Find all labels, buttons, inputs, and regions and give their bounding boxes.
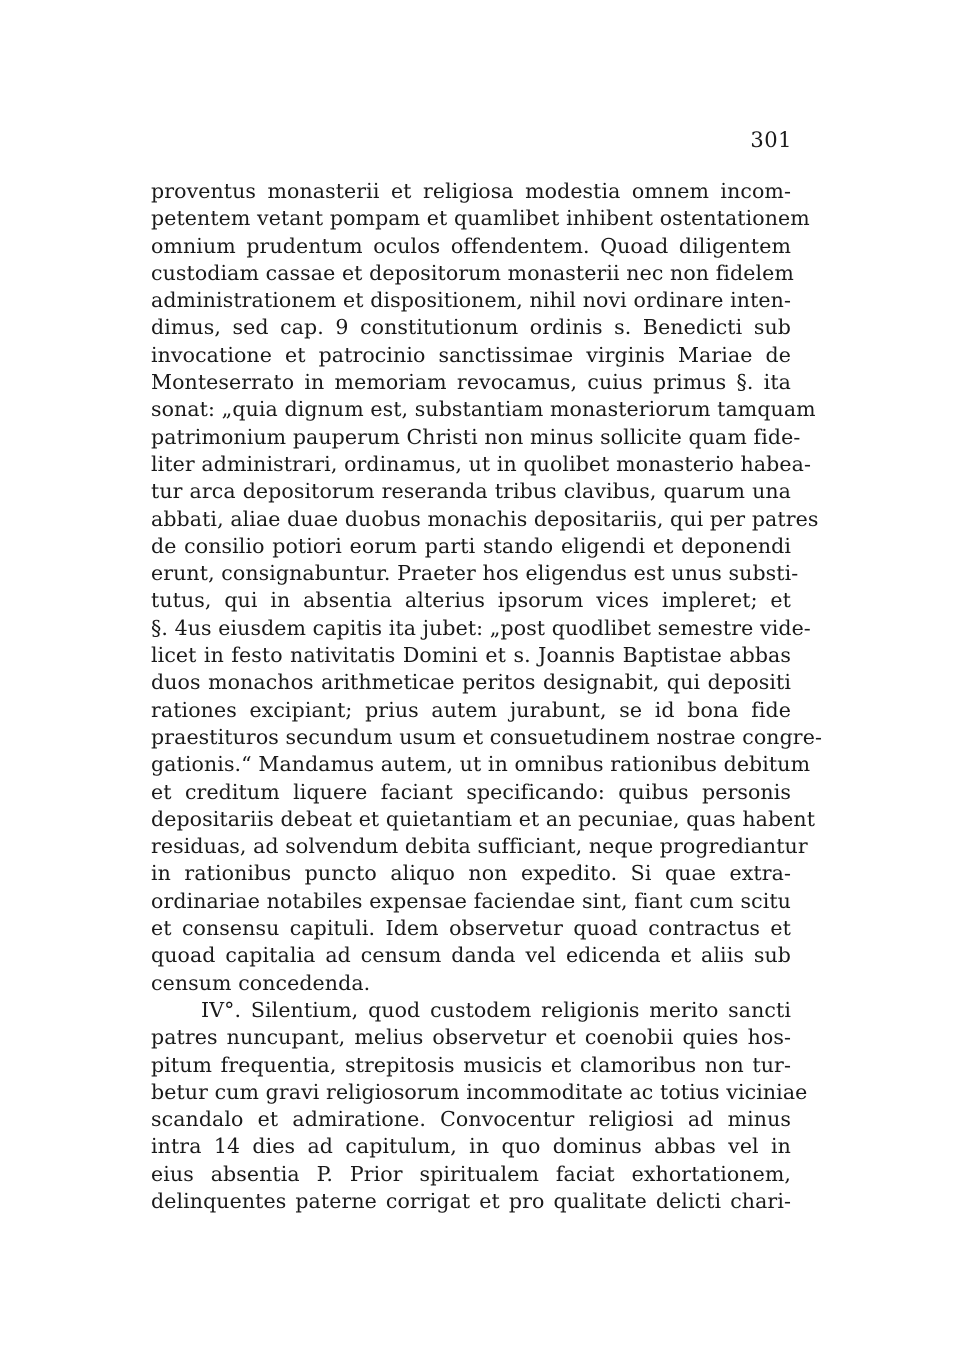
text-line: custodiam cassae et depositorum monasterii nec non fidelem	[151, 260, 794, 285]
text-line: invocatione et patrocinio sanctissimae virginis Mariae de	[151, 342, 791, 367]
text-line: pitum frequentia, strepitosis musicis et clamoribus non tur-	[151, 1052, 791, 1077]
text-line: patrimonium pauperum Christi non minus sollicite quam fide-	[151, 424, 801, 449]
text-line: proventus monasterii et religiosa modestia omnem incom-	[151, 179, 791, 203]
text-line: de consilio potiori eorum parti stando eligendi et deponendi	[151, 533, 791, 558]
text-line: tur arca depositorum reseranda tribus clavibus, quarum una	[151, 479, 791, 504]
text-line: intra 14 dies ad capitulum, in quo dominus abbas vel in	[151, 1134, 791, 1159]
text-line: omnium prudentum oculos offendentem. Quoad diligentem	[151, 233, 791, 258]
text-line: liter administrari, ordinamus, ut in quolibet monasterio habea-	[151, 451, 811, 476]
text-line: petentem vetant pompam et quamlibet inhibent ostentationem	[151, 206, 810, 231]
text-line: ordinariae notabiles expensae faciendae sint, fiant cum scitu	[151, 888, 791, 913]
text-line: administrationem et dispositionem, nihil novi ordinare inten-	[151, 288, 791, 313]
text-line: erunt, consignabuntur. Praeter hos eligendus est unus substi-	[151, 561, 799, 586]
text-line: Monteserrato in memoriam revocamus, cuius primus §. ita	[151, 370, 791, 395]
text-line: dimus, sed cap. 9 constitutionum ordinis s. Benedicti sub	[151, 315, 791, 340]
text-line: betur cum gravi religiosorum incommoditate ac totius viciniae	[151, 1079, 808, 1104]
text-line: praestituros secundum usum et consuetudinem nostrae congre-	[151, 724, 822, 749]
text-line: eius absentia P. Prior spiritualem faciat exhortationem,	[151, 1161, 791, 1186]
body-text	[151, 178, 822, 1215]
text-line: et creditum liquere faciant specificando: quibus personis	[151, 779, 791, 804]
page-number: 301	[750, 128, 792, 152]
text-line: duos monachos arithmeticae peritos designabit, qui depositi	[151, 670, 791, 695]
text-line: in rationibus puncto aliquo non expedito. Si quae extra-	[151, 861, 791, 886]
text-line: delinquentes paterne corrigat et pro qualitate delicti chari-	[151, 1188, 791, 1213]
paragraph-end-line: censum concedenda.	[151, 970, 371, 995]
text-line: sonat: „quia dignum est, substantiam monasteriorum tamquam	[151, 397, 816, 422]
text-line: patres nuncupant, melius observetur et coenobii quies hos-	[151, 1025, 791, 1050]
text-line: abbati, aliae duae duobus monachis depositariis, qui per patres	[151, 506, 819, 531]
text-line: scandalo et admiratione. Convocentur religiosi ad minus	[151, 1107, 791, 1132]
text-line: licet in festo nativitatis Domini et s. Joannis Baptistae abbas	[151, 643, 791, 668]
text-line: quoad capitalia ad censum danda vel edicenda et aliis sub	[151, 943, 791, 968]
text-line: et consensu capituli. Idem observetur quoad contractus et	[151, 916, 791, 941]
text-line: §. 4us eiusdem capitis ita jubet: „post quodlibet semestre vide-	[151, 615, 811, 640]
text-line: depositariis debeat et quietantiam et an pecuniae, quas habent	[151, 806, 816, 831]
section-heading-line: IV°. Silentium, quod custodem religionis merito sancti	[201, 997, 791, 1022]
text-line: residuas, ad solvendum debita sufficiant, neque progrediantur	[151, 834, 808, 859]
text-line: tutus, qui in absentia alterius ipsorum vices impleret; et	[151, 588, 791, 613]
text-line: gationis.“ Mandamus autem, ut in omnibus rationibus debitum	[151, 752, 811, 777]
text-line: rationes excipiant; prius autem jurabunt, se id bona fide	[151, 697, 791, 722]
